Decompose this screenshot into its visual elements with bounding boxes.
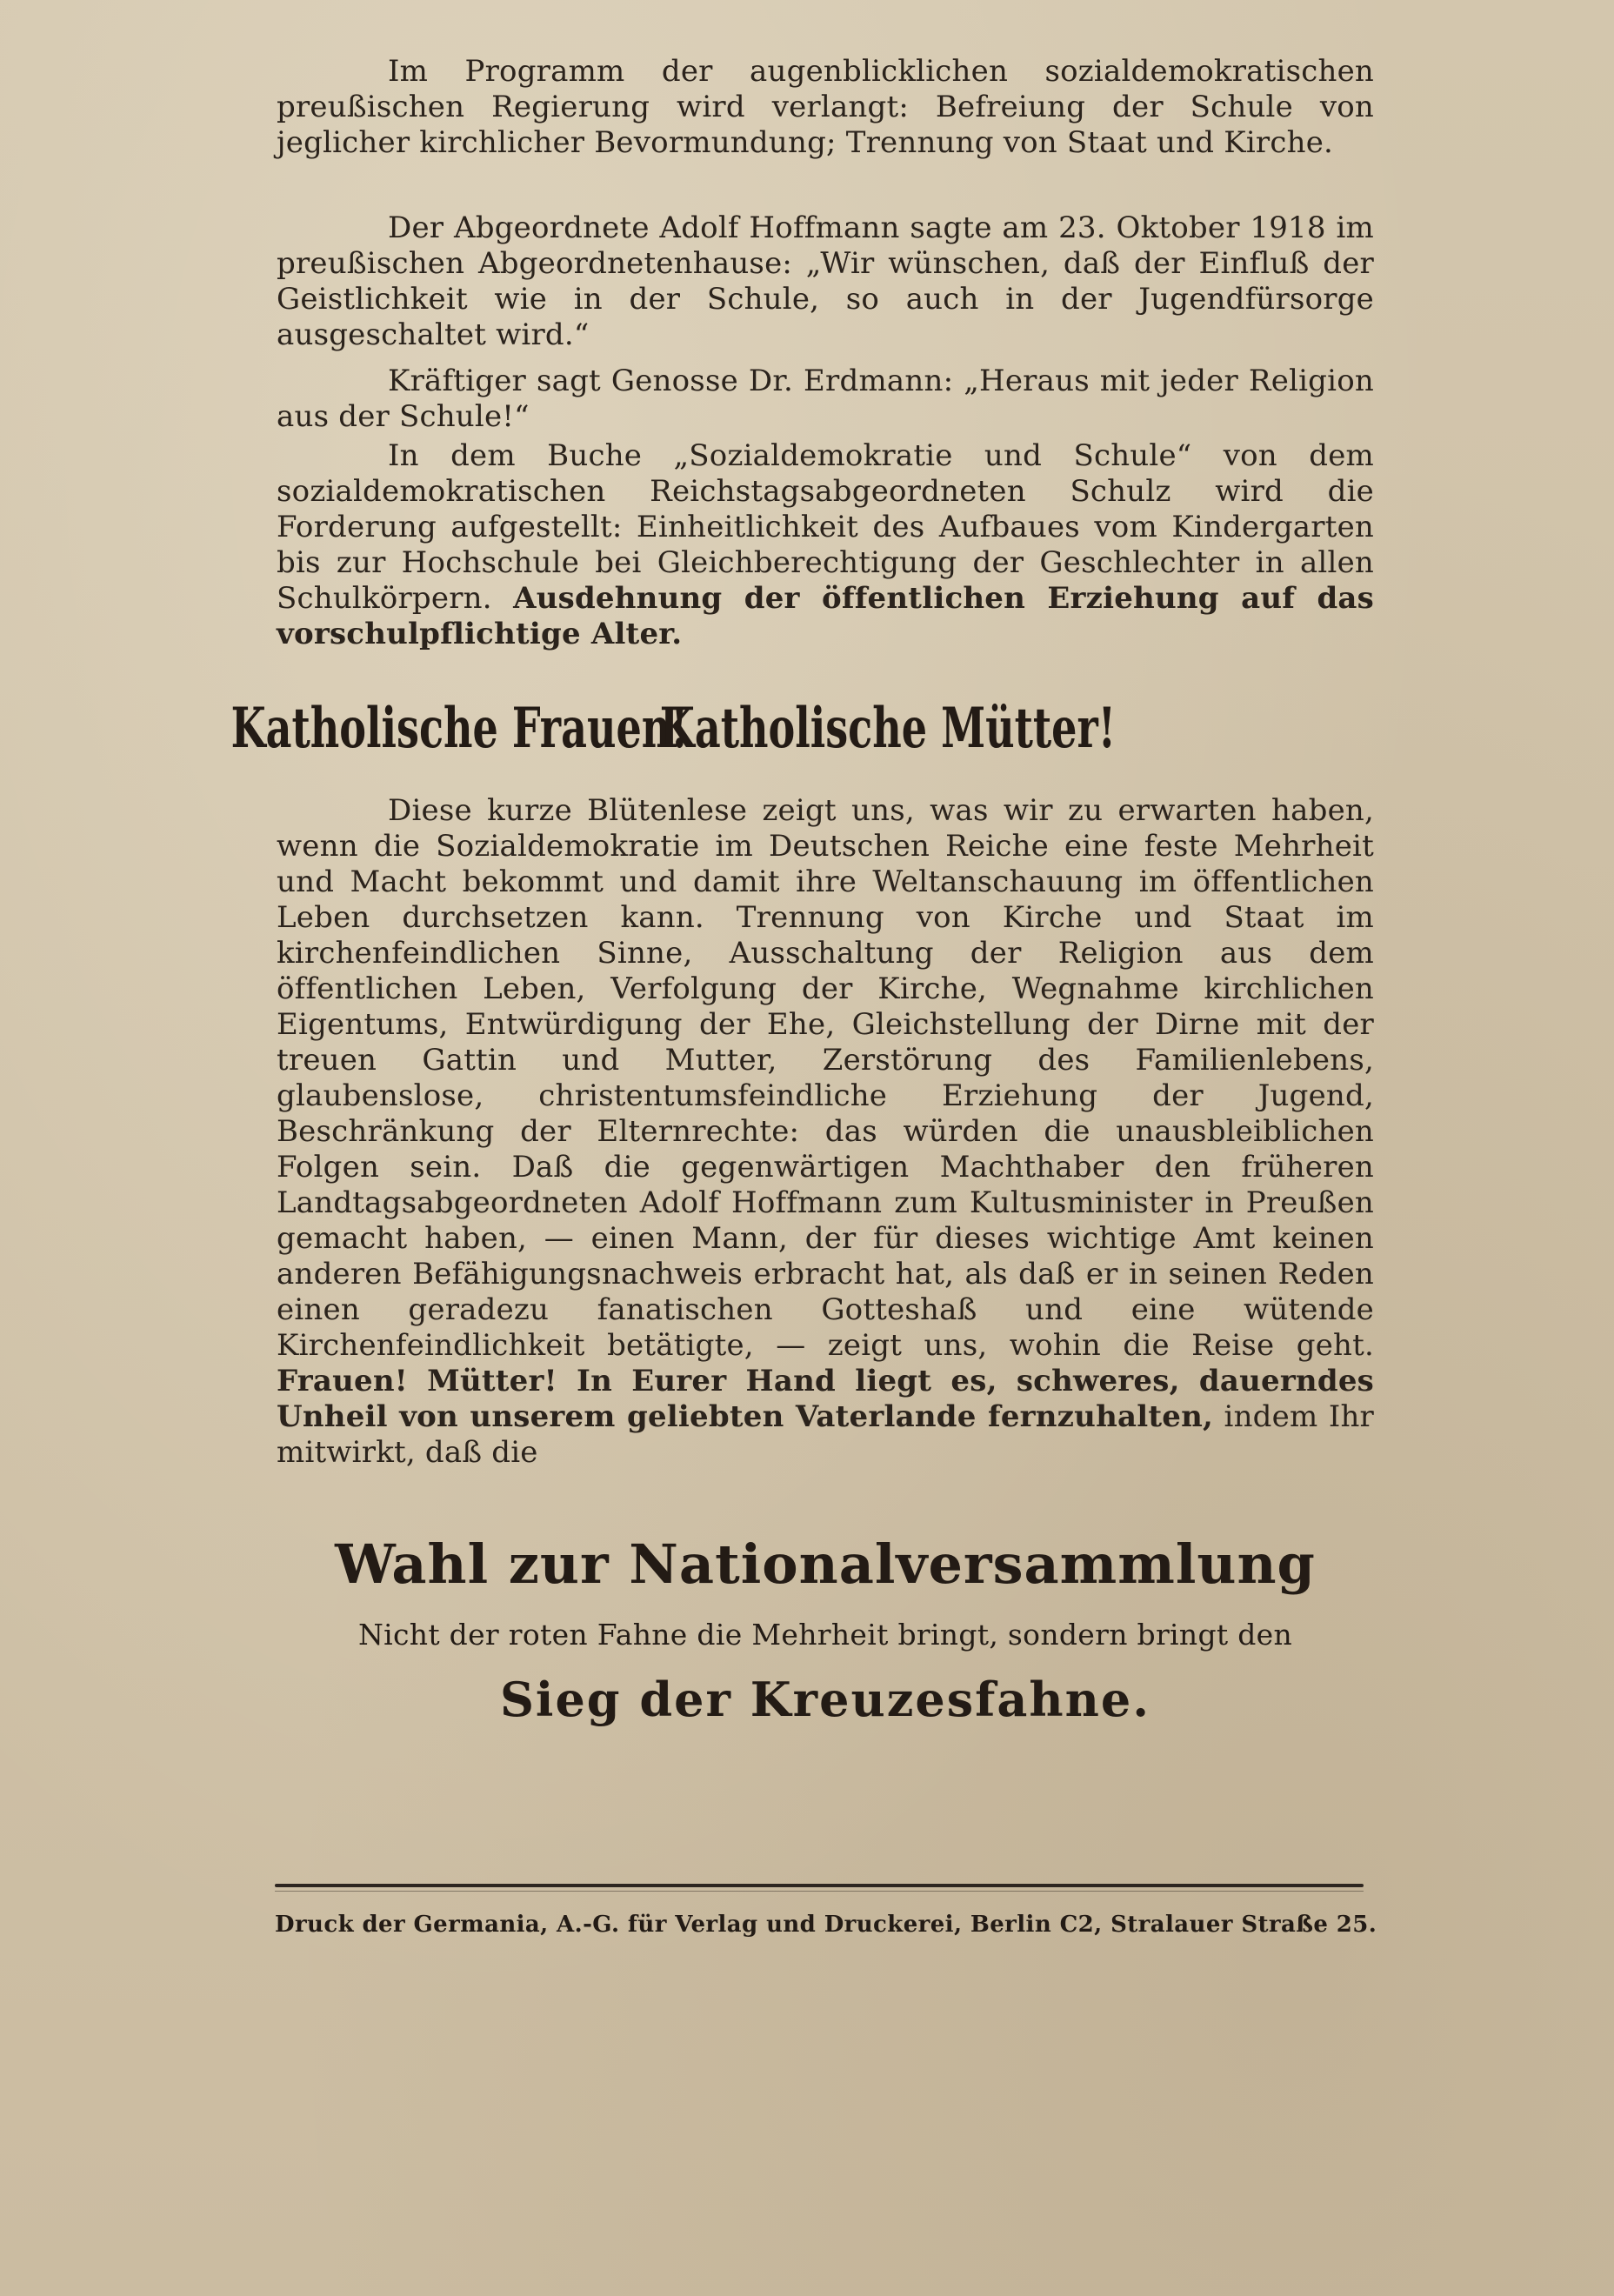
paragraph-erdmann-quote: Kräftiger sagt Genosse Dr. Erdmann: „Heraus mit jeder Religion aus der Schule!“	[277, 364, 1374, 434]
slogan-fahne: Nicht der roten Fahne die Mehrheit bringt, sondern bringt den	[357, 1618, 1293, 1652]
paragraph-schulz-bold: Ausdehnung der öffentlichen Erziehung auf das vorschulpflichtige Alter.	[277, 581, 1374, 651]
paragraph-program: Im Programm der augenblicklichen sozialdemokratischen preußischen Regierung wird verlangt: Befreiung der Schule von jeglicher kirchlicher Bevormundung; Trennung von Staat und Kirche.	[277, 54, 1374, 160]
heading-row	[87, 696, 1117, 774]
appeal-bold-text: Frauen! Mütter! In Eurer Hand liegt es, schweres, dauerndes Unheil von unserem geliebten Vaterlande fernzuhalten,	[277, 1364, 1374, 1434]
appeal-paragraph	[277, 793, 1374, 1471]
paragraph-hoffmann-quote: Der Abgeordnete Adolf Hoffmann sagte am 23. Oktober 1918 im preußischen Abgeordnetenhause: „Wir wünschen, daß der Einfluß der Geistlichkeit wie in der Schule, so auch in der Jugendfürsorge ausgeschaltet wird.“	[277, 210, 1374, 352]
appeal-text: Diese kurze Blütenlese zeigt uns, was wir zu erwarten haben, wenn die Sozialdemokratie im Deutschen Reiche eine feste Mehrheit und Macht bekommt und damit ihre Weltanschauung im öffentlichen Leben durchsetzen kann. Trennung von Kirche und Staat im kirchenfeindlichen Sinne, Ausschaltung der Religion aus dem öffentlichen Leben, Verfolgung der Kirche, Wegnahme kirchlichen Eigentums, Entwürdigung der Ehe, Gleichstellung der Dirne mit der treuen Gattin und Mutter, Zerstörung des Familienlebens, glaubenslose, christentumsfeindliche Erziehung der Jugend, Beschränkung der Elternrechte: das würden die unausbleiblichen Folgen sein. Daß die gegenwärtigen Machthaber den früheren Landtagsabgeordneten Adolf Hoffmann zum Kultusminister in Preußen gemacht haben, — einen Mann, der für dieses wichtige Amt keinen anderen Befähigungsnachweis erbracht hat, als daß er in seinen Reden einen geradezu fanatischen Gotteshaß und eine wütende Kirchenfeindlichkeit betätigte, — zeigt uns, wohin die Reise geht.	[277, 793, 1374, 1363]
slogan-kreuzesfahne: Sieg der Kreuzesfahne.	[499, 1672, 1151, 1727]
appeal-end-text: indem Ihr mitwirkt, daß die	[277, 1399, 1374, 1470]
slogan-wahl: Wahl zur Nationalversammlung	[335, 1532, 1316, 1596]
paragraph-schulz-book	[277, 438, 1374, 652]
heading-katholische-frauen: Katholische Frauen!	[230, 696, 689, 761]
printer-imprint: Druck der Germania, A.-G. für Verlag und Druckerei, Berlin C2, Stralauer Straße 25.	[275, 1912, 1377, 1938]
paragraph-schulz-text: In dem Buche „Sozialdemokratie und Schule“ von dem sozialdemokratischen Reichstagsabgeordneten Schulz wird die Forderung aufgestellt: Einheitlichkeit des Aufbaues vom Kindergarten bis zur Hochschule bei Gleichberechtigung der Geschlechter in allen Schulkörpern.	[277, 438, 1374, 616]
footer-rule-thin	[275, 1891, 1364, 1892]
heading-katholische-muetter: Katholische Mütter!	[659, 696, 1117, 761]
footer-rule	[275, 1884, 1364, 1887]
